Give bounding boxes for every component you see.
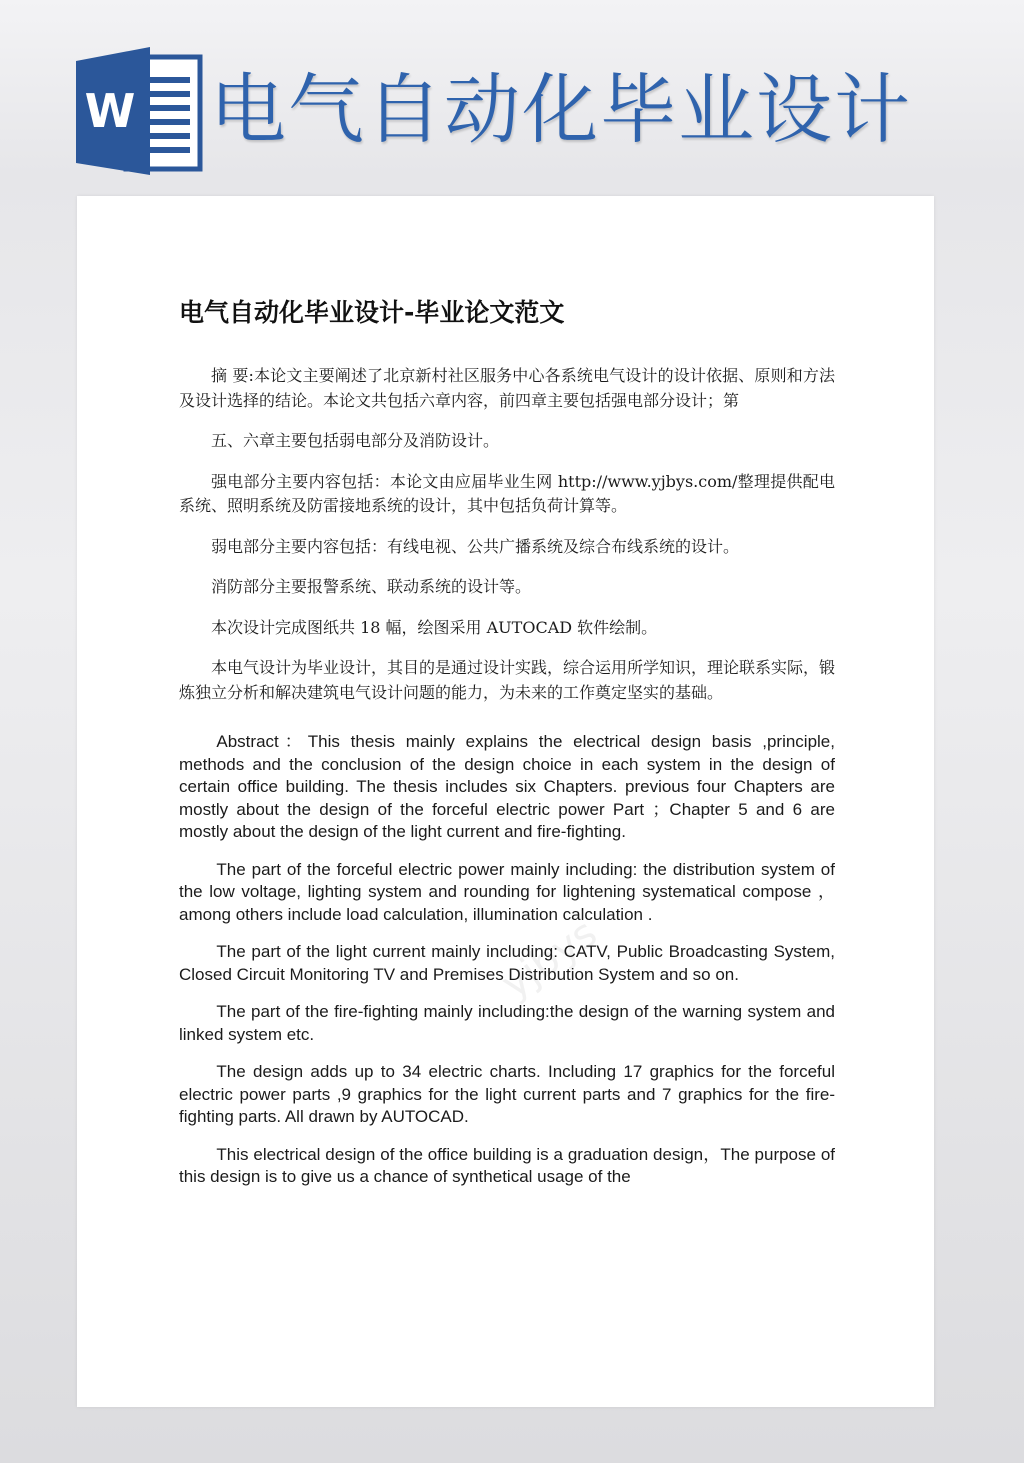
banner-title: 电气自动化毕业设计 [210,65,912,154]
en-paragraph: The part of the light current mainly including: CATV, Public Broadcasting System, Closed Circuit Monitoring TV and Premises Distribution System and so on. [179,942,835,984]
word-logo-letter: W [84,84,136,138]
cn-paragraph: 强电部分主要内容包括：本论文由应届毕业生网 http://www.yjbys.com/整理提供配电系统、照明系统及防雷接地系统的设计，其中包括负荷计算等。 [179,471,835,515]
cn-paragraph: 消防部分主要报警系统、联动系统的设计等。 [211,577,532,596]
en-paragraph: The part of the forceful electric power mainly including: the distribution system of the low voltage, lighting system and rounding for lightening systematical compose ， among others include load calculation, illumination calculation . [179,859,835,924]
en-paragraph: The design adds up to 34 electric charts. Including 17 graphics for the forceful electric power parts ,9 graphics for the light current parts and 7 graphics for the fire-fighting parts. All drawn by AUTOCAD. [179,1062,835,1126]
document-content [179,296,835,1204]
en-paragraph: The part of the fire-fighting mainly including:the design of the warning system and linked system etc. [179,1002,835,1044]
banner [0,0,1024,190]
watermark: yjbys [493,910,606,1008]
cn-paragraph: 弱电部分主要内容包括：有线电视、公共广播系统及综合布线系统的设计。 [211,536,740,556]
document-title: 电气自动化毕业设计-毕业论文范文 [179,298,565,327]
abstract-cn-paragraph: 摘 要:本论文主要阐述了北京新村社区服务中心各系统电气设计的设计依据、原则和方法及设计选择的结论。本论文共包括六章内容，前四章主要包括强电部分设计；第 [179,366,835,410]
en-paragraph: This electrical design of the office building is a graduation design，The purpose of this design is to give us a chance of synthetical usage of the [179,1144,835,1186]
cn-paragraph: 本电气设计为毕业设计，其目的是通过设计实践，综合运用所学知识，理论联系实际，锻炼独立分析和解决建筑电气设计问题的能力，为未来的工作奠定坚实的基础。 [179,658,836,702]
cn-paragraph: 本次设计完成图纸共 18 幅，绘图采用 AUTOCAD 软件绘制。 [211,617,658,637]
abstract-en-paragraph: Abstract：This thesis mainly explains the electrical design basis ,principle, methods and the conclusion of the design choice in each system in the design of certain office building. The thesis includes six Chapters. previous four Chapters are mostly about the design of the forceful electric power Part ；Chapter 5 and 6 are mostly about the design of the light current and fire-fighting. [179,732,835,841]
word-document-icon [76,47,204,175]
document-page [77,196,934,1407]
cn-paragraph: 五、六章主要包括弱电部分及消防设计。 [211,431,500,450]
